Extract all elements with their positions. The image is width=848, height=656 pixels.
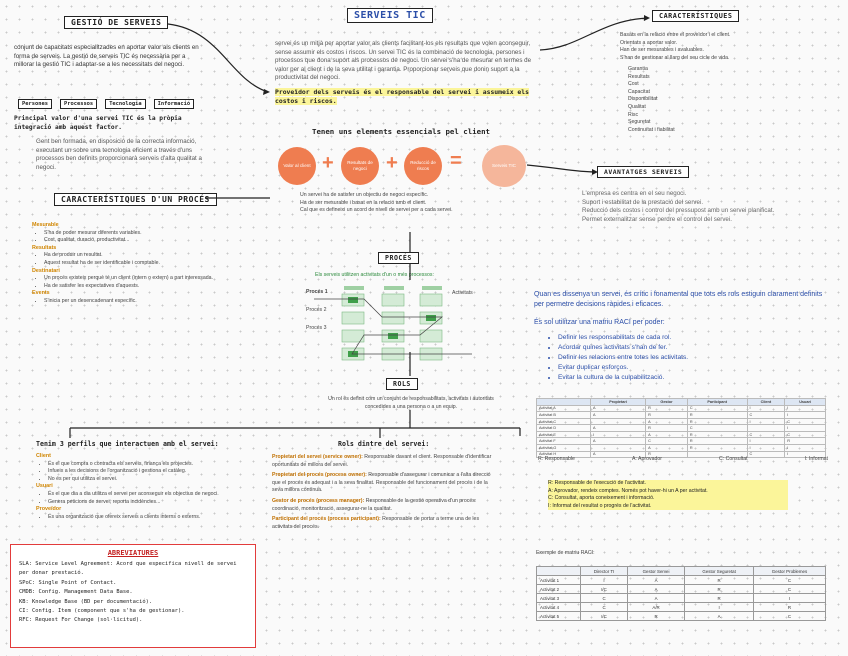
list-item: • S'inicia per un desencadenant específic.: [44, 298, 220, 306]
list-item: Suport i estabilitat de la prestació del servei.: [582, 198, 704, 206]
table-header: Gestor Seguretat: [685, 567, 754, 576]
table-cell: A: [646, 418, 688, 425]
table-cell: R: [687, 431, 747, 438]
proces-row-label: Procés 1: [306, 289, 328, 295]
table-cell: I: [753, 594, 825, 603]
list-item: • No és per qui utilitza el servei.: [48, 476, 256, 484]
list-item: Ha de ser mesurable i basat en la relació amb el client.: [300, 199, 427, 206]
gestio-title: GESTIÓ DE SERVEIS: [64, 16, 168, 29]
table-header: Gestor Problemes: [753, 567, 825, 576]
table-cell: Activitat G: [537, 445, 591, 452]
raci-note: C: Consultat, aporta coneixement i informació.: [548, 495, 788, 503]
group-head: Destinatari: [32, 267, 60, 274]
table-cell: I: [785, 405, 826, 412]
tag-persones: Persones: [18, 99, 52, 109]
example-caption: Exemple de matriu RACI:: [536, 550, 595, 556]
table-cell: A: [646, 445, 688, 452]
elements-title: Tenen uns elements essencials pel client: [312, 127, 490, 136]
raci-note: R: Responsable de l'execució de l'activitat.: [548, 480, 788, 488]
list-item: SLA: Service Level Agreement: Acord que especifica nivell de servei per donar prestació.: [19, 561, 237, 577]
list-item: • Definir les responsabilitats de cada rol.: [558, 333, 818, 343]
table-cell: C: [581, 594, 628, 603]
table-cell: I/C: [581, 585, 628, 594]
connector: [527, 165, 596, 172]
list-item: • Ha de produir un resultat.: [44, 252, 220, 260]
table-cell: I: [591, 431, 646, 438]
table-cell: R: [685, 594, 754, 603]
table-cell: R: [753, 603, 825, 612]
list-item: • Cost, qualitat, duració, productivitat...: [44, 237, 220, 245]
arrow-icon: [263, 89, 270, 95]
table-cell: I: [785, 445, 826, 452]
table-cell: Activitat 1: [537, 576, 581, 585]
table-cell: A: [646, 431, 688, 438]
list-item: Garantia: [628, 66, 648, 72]
list-item: Gestor de procés (process manager): Responsable de la gestió operativa d'un procés: coordinació, monitorització, assegurar-ne la qualitat.: [272, 497, 477, 512]
table-cell: C: [687, 405, 747, 412]
table-header: Gestor: [646, 399, 688, 406]
list-item: Reducció dels costos i control del pressupost amb un servei planificat.: [582, 207, 775, 215]
table-cell: R: [687, 412, 747, 419]
table-cell: C: [785, 431, 826, 438]
table-cell: C: [581, 603, 628, 612]
list-item: • És el que compra o contracta els serveis, finança els projectes.: [48, 461, 256, 469]
table-cell: R: [687, 438, 747, 445]
table-cell: R: [785, 438, 826, 445]
list-item: • Genera peticions de servei, reporta incidències...: [48, 499, 256, 507]
group-head: Mesurable: [32, 222, 59, 228]
table-cell: Activitat E: [537, 431, 591, 438]
table-cell: C: [753, 576, 825, 585]
list-item: Permet externalitzar sense perdre el control del servei.: [582, 215, 732, 223]
circle-valor: Valor al client: [278, 147, 316, 185]
list-item: • Infueix a les decisions de l'organització i gestiona el catàleg.: [48, 468, 256, 476]
table-cell: C: [646, 438, 688, 445]
legend-item: C: Consultat: [719, 456, 748, 462]
table-cell: R: [685, 576, 754, 585]
list-item: SPoC: Single Point of Contact.: [19, 579, 117, 586]
table-cell: R: [687, 418, 747, 425]
table-cell: R: [627, 612, 684, 621]
table-cell: I: [747, 438, 785, 445]
avantatges-title: AVANTATGES SERVEIS: [597, 166, 689, 178]
list-item: Participant del procés (process participant): Responsable de portar a terme una de les activitats del procés.: [272, 516, 480, 530]
plus-icon: +: [322, 152, 334, 174]
caracteristiques-title: CARACTERÍSTIQUES: [652, 10, 739, 22]
list-item: Propietari del procés (process owner): Responsable d'assegurar i comunicar a l'alta direcció que el procés és adequat i a la seva finalitat. Responsable del funcionament del procés i de la seva millora contínua.: [272, 472, 491, 494]
table-cell: Activitat 4: [537, 603, 581, 612]
tag-informacio: Informació: [154, 99, 194, 109]
table-cell: A: [591, 438, 646, 445]
list-item: Propietari del servei (service owner): Responsable davant el client. Responsable d'identificar oportunitats de millora del servei.: [272, 454, 492, 468]
list-item: CI: Config. Item (component que s'ha de gestionar).: [19, 608, 185, 615]
group-head: Resultats: [32, 244, 57, 251]
table-cell: R: [646, 425, 688, 432]
raci-intro-2: És sol utilitzar una matriu RACI per poder:: [534, 319, 665, 326]
circle-serveis: Serveis TIC: [482, 145, 526, 187]
table-cell: R: [646, 451, 688, 458]
connector: [540, 18, 648, 50]
plus-icon: +: [386, 152, 398, 174]
table-header: Propietari: [591, 399, 646, 406]
raci-note: A: Aprovador, rendeix comptes. Només pot haver-hi un A per activitat.: [548, 488, 788, 496]
center-intro: servei és un mitjà per aportar valor als clients facilitant-los els resultats que volen aconseguir, sense assumir els costos i riscos. Un servei TIC és la combinació de tecnologia, persones i processos que dona suport als processos de negoci. Un servei s'ha de mesurar en termes de valor per al client i de la seva utilitat i garantia. Proporcionar serveis que donin suport a la productivitat del negoci.: [275, 40, 532, 82]
table-header: Client: [747, 399, 785, 406]
list-item: Orientats a aportar valor.: [620, 39, 678, 46]
list-item: CMDB: Config. Management Data Base.: [19, 589, 133, 596]
table-cell: C: [753, 585, 825, 594]
proveidor-text: Proveïdor dels serveis és el responsable del servei i assumeix els costos i riscos.: [275, 88, 529, 105]
table-header: Gestor Servei: [627, 567, 684, 576]
proces-title: PROCÉS: [378, 252, 419, 264]
list-item: RFC: Request For Change (sol·licitud).: [19, 617, 143, 624]
arrow-icon: [592, 169, 598, 175]
table-cell: Activitat B: [537, 412, 591, 419]
table-cell: A: [627, 594, 684, 603]
list-item: Capacitat: [628, 88, 650, 95]
list-item: • Evitar duplicar esforços.: [558, 363, 818, 373]
circle-reduccio: Reducció de riscos: [404, 147, 442, 185]
list-item: Basats en la relació entre el proveïdor i el client.: [620, 32, 731, 38]
proces-row-label: Procés 3: [306, 325, 327, 331]
table-cell: R: [685, 585, 754, 594]
table-cell: C: [747, 451, 785, 458]
table-header: Usuari: [785, 399, 826, 406]
table-cell: I: [747, 445, 785, 452]
proces-row-label: Procés 2: [306, 307, 327, 313]
table-cell: I/C: [581, 612, 628, 621]
table-cell: A: [591, 405, 646, 412]
legend-item: R: Responsable: [538, 456, 575, 462]
list-item: • Evitar la cultura de la culpabilització.: [558, 373, 818, 383]
abreviatures-title: ABREVIATURES: [107, 549, 159, 557]
table-cell: R: [646, 405, 688, 412]
gestio-intro: conjunt de capacitats especialitzades en aportar valor als clients en forma de serveis. La gestió de serveis TIC és necessària per a millorar la gestió TIC i adaptar-se a les necessitats del negoci.: [14, 44, 199, 69]
table-cell: R: [687, 445, 747, 452]
group-head: Client: [36, 453, 51, 459]
tag-tecnologia: Tecnologia: [105, 99, 145, 109]
equals-icon: =: [450, 150, 462, 172]
tenim-title: Tenim 3 perfils que interactuen amb el servei:: [36, 440, 219, 448]
list-item: • Aquest resultat ha de ser identificable i comptable.: [44, 260, 220, 268]
table-cell: A: [627, 576, 684, 585]
group-head: Proveïdor: [36, 506, 62, 513]
tag-processos: Processos: [60, 99, 97, 109]
table-cell: I: [747, 418, 785, 425]
list-item: KB: Knowledge Base (BD per documentació).: [19, 598, 153, 605]
gestio-subhead: Principal valor d'una servei TIC és la pròpia integració amb aquest factor.: [14, 115, 182, 131]
proces-caption: Els serveis utilitzen activitats d'un o més processos:: [315, 272, 434, 278]
list-item: Disponibilitat: [628, 96, 658, 103]
table-cell: A: [685, 612, 754, 621]
list-item: • Ha de satisfer les expectatives d'aquests.: [44, 283, 220, 291]
table-cell: Activitat C: [537, 418, 591, 425]
rols-dins-title: Rols dintre del servei:: [338, 440, 430, 448]
table-cell: I: [785, 451, 826, 458]
table-cell: R: [646, 412, 688, 419]
list-item: • S'ha de poder mesurar diferents variables.: [44, 230, 220, 238]
list-item: • Acordar quines activitats s'han de fer.: [558, 343, 818, 353]
table-cell: I: [685, 603, 754, 612]
table-cell: C: [785, 418, 826, 425]
table-cell: I: [747, 405, 785, 412]
list-item: Continuïtat i fiabilitat: [628, 126, 675, 133]
table-cell: A/R: [627, 603, 684, 612]
list-item: • Un procés existeix perquè té un client (intern o extern) a part interessada.: [44, 275, 220, 283]
table-cell: Activitat F: [537, 438, 591, 445]
car-proces-title: CARACTERÍSTIQUES D'UN PROCÉS: [54, 193, 217, 206]
table-cell: Activitat 3: [537, 594, 581, 603]
list-item: Un servei ha de satisfer un objectiu de negoci específic.: [300, 192, 429, 198]
table-cell: A: [627, 585, 684, 594]
table-cell: C: [747, 412, 785, 419]
page-title: SERVEIS TIC: [347, 8, 433, 23]
list-item: Seguretat: [628, 119, 651, 126]
legend-item: I: Informat: [804, 456, 828, 462]
table-cell: Activitat D: [537, 425, 591, 432]
raci-intro: Quan es dissenya un servei, és crític i fonamental que tots els rols estiguin clarament definits per permetre decisions ràpides i eficaces.: [534, 291, 823, 308]
table-cell: A: [591, 451, 646, 458]
list-item: S'han de gestionar al llarg del seu cicle de vida.: [620, 54, 730, 61]
list-item: L'empresa es centra en el seu negoci.: [582, 190, 687, 197]
list-item: Cal que es defineixi un acord de nivell de servei per a cada servei.: [300, 207, 453, 214]
list-item: • Definir les relacions entre totes les activitats.: [558, 353, 818, 363]
table-header: Participant: [687, 399, 747, 406]
table-header: Director TI: [581, 567, 628, 576]
list-item: Qualitat: [628, 103, 646, 110]
table-cell: C: [687, 425, 747, 432]
list-item: Resultats: [628, 73, 650, 80]
table-cell: C: [747, 431, 785, 438]
table-cell: Activitat 2: [537, 585, 581, 594]
list-item: • És una organització que ofereix serveis a clients interns o externs.: [48, 514, 256, 522]
table-cell: Activitat 5: [537, 612, 581, 621]
legend-item: A: Aprovador: [631, 456, 662, 462]
rols-title: ROLS: [386, 378, 418, 390]
proces-side-label: Activitats: [452, 290, 473, 296]
list-item: Cost: [628, 81, 639, 88]
table-cell: I: [785, 425, 826, 432]
table-cell: A: [591, 425, 646, 432]
table-cell: I: [785, 412, 826, 419]
table-cell: Activitat H: [537, 451, 591, 458]
group-head: Usuari: [36, 483, 53, 490]
list-item: Han de ser mesurables i avaluables.: [620, 47, 704, 54]
connector: [168, 24, 268, 92]
table-cell: I: [581, 576, 628, 585]
gestio-body: Gent ben formada, en disposició de la correcta informació, executant un sobre una tecnologia eficient a través d'uns processos ben definits proporcionarà serveis d'alta qualitat a negoci.: [36, 138, 202, 171]
list-item: Risc: [628, 111, 639, 118]
table-cell: Activitat A: [537, 405, 591, 412]
arrow-icon: [644, 15, 650, 21]
list-item: • És el que dia a dia utilitza el servei per aconseguir els objectius de negoci.: [48, 491, 256, 499]
rols-text: Un rol és definit com un conjunt de responsabilitats, activitats i autoritats concedides a una persona o a un equip.: [328, 396, 494, 410]
circle-resultats: Resultats de negoci: [341, 147, 379, 185]
table-cell: C: [753, 612, 825, 621]
raci-note: I: Informat del resultat o progrés de l'activitat.: [548, 503, 788, 511]
table-cell: A: [591, 412, 646, 419]
group-head: Events: [32, 290, 50, 297]
